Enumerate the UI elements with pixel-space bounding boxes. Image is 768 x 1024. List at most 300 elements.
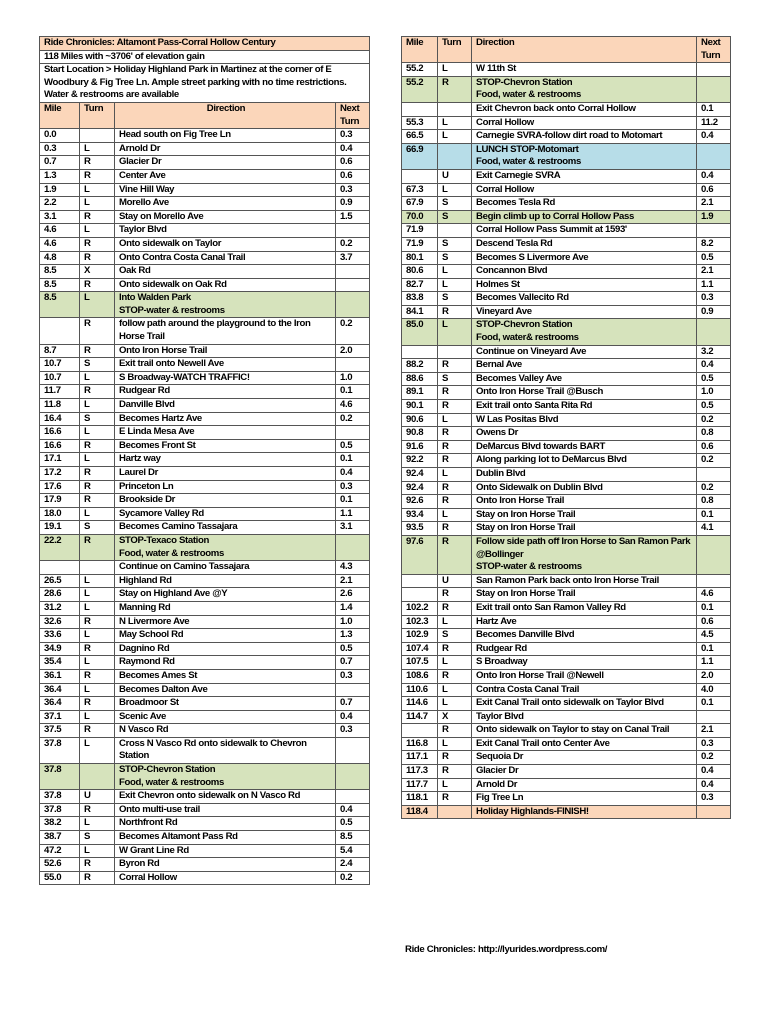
turn-cell: R (80, 724, 115, 738)
turn-cell: R (80, 615, 115, 629)
direction-cell: Continue on Camino Tassajara (115, 561, 336, 575)
direction-cell: Head south on Fig Tree Ln (115, 129, 336, 143)
next-turn-cell (335, 358, 369, 372)
mile-cell: 108.6 (402, 669, 438, 683)
cue-row (402, 427, 731, 441)
next-turn-cell: 2.1 (697, 265, 731, 279)
cue-row (40, 426, 370, 440)
cue-table-left (39, 36, 370, 885)
next-turn-cell: 0.2 (335, 412, 369, 426)
direction-cell: Onto Iron Horse Trail @Newell (472, 669, 697, 683)
turn-cell: R (438, 427, 472, 441)
cue-row (402, 210, 731, 224)
mile-cell: 36.1 (40, 669, 80, 683)
next-turn-cell: 0.1 (697, 508, 731, 522)
direction-cell: Becomes Hartz Ave (115, 412, 336, 426)
direction-cell: Glacier Dr (472, 765, 697, 779)
cue-row (40, 278, 370, 292)
direction-cell: Brookside Dr (115, 494, 336, 508)
next-turn-cell: 0.5 (335, 439, 369, 453)
mile-cell: 17.1 (40, 453, 80, 467)
turn-cell: R (80, 480, 115, 494)
direction-cell: Princeton Ln (115, 480, 336, 494)
next-turn-cell (335, 790, 369, 804)
next-turn-cell: 0.8 (697, 495, 731, 509)
turn-cell: S (438, 251, 472, 265)
cue-row (402, 292, 731, 306)
direction-cell: Corral Hollow Pass Summit at 1593' (472, 224, 697, 238)
cue-row (402, 629, 731, 643)
cue-row (402, 454, 731, 468)
turn-cell: S (438, 197, 472, 211)
turn-cell: L (438, 615, 472, 629)
mile-cell: 47.2 (40, 844, 80, 858)
next-turn-cell: 1.5 (335, 210, 369, 224)
direction-cell: Stay on Iron Horse Trail (472, 508, 697, 522)
cue-row (402, 765, 731, 779)
turn-cell: L (438, 130, 472, 144)
direction-cell: Corral Hollow (472, 183, 697, 197)
direction-cell: Center Ave (115, 169, 336, 183)
next-turn-cell: 0.3 (697, 792, 731, 806)
turn-cell: L (80, 292, 115, 318)
direction-cell: Becomes Vallecito Rd (472, 292, 697, 306)
mile-cell: 36.4 (40, 697, 80, 711)
direction-cell: Becomes Front St (115, 439, 336, 453)
next-turn-cell (335, 292, 369, 318)
direction-cell: Exit trail onto Santa Rita Rd (472, 400, 697, 414)
next-turn-cell (697, 805, 731, 819)
direction-cell: Exit Canal Trail onto Center Ave (472, 737, 697, 751)
next-turn-cell: 0.6 (335, 156, 369, 170)
mile-cell: 8.5 (40, 265, 80, 279)
mile-cell (402, 102, 438, 116)
header-next-turn: Next Turn (335, 102, 369, 128)
next-turn-cell: 1.1 (697, 278, 731, 292)
turn-cell: L (438, 683, 472, 697)
turn-cell: R (438, 386, 472, 400)
next-turn-cell: 0.3 (697, 292, 731, 306)
turn-cell: L (80, 507, 115, 521)
mile-cell (402, 345, 438, 359)
next-turn-cell: 0.4 (697, 778, 731, 792)
mile-cell: 80.6 (402, 265, 438, 279)
next-turn-cell: 4.6 (335, 399, 369, 413)
next-turn-cell: 0.5 (697, 251, 731, 265)
next-turn-cell (697, 574, 731, 588)
turn-cell: L (80, 683, 115, 697)
turn-cell (438, 143, 472, 169)
direction-cell: Holiday Highlands-FINISH! (472, 805, 697, 819)
turn-cell: L (80, 371, 115, 385)
cue-row (402, 588, 731, 602)
turn-cell: L (438, 265, 472, 279)
next-turn-cell: 0.5 (697, 400, 731, 414)
turn-cell: L (80, 197, 115, 211)
mile-cell: 16.6 (40, 426, 80, 440)
cue-row (40, 142, 370, 156)
cue-row (40, 292, 370, 318)
next-turn-cell: 4.0 (697, 683, 731, 697)
cue-row (402, 116, 731, 130)
turn-cell: L (80, 656, 115, 670)
mile-cell: 117.7 (402, 778, 438, 792)
direction-cell: Exit trail onto San Ramon Valley Rd (472, 601, 697, 615)
turn-cell: R (438, 481, 472, 495)
cue-row (40, 697, 370, 711)
cue-row (40, 210, 370, 224)
next-turn-cell: 0.4 (697, 765, 731, 779)
mile-cell: 89.1 (402, 386, 438, 400)
cue-row (402, 102, 731, 116)
next-turn-cell (697, 535, 731, 574)
cue-row (402, 440, 731, 454)
next-turn-cell: 0.6 (697, 183, 731, 197)
direction-cell: Taylor Blvd (472, 710, 697, 724)
direction-cell: Highland Rd (115, 574, 336, 588)
turn-cell: R (438, 751, 472, 765)
turn-cell (438, 345, 472, 359)
mile-cell: 37.8 (40, 790, 80, 804)
mile-cell: 90.6 (402, 413, 438, 427)
cue-row (402, 601, 731, 615)
next-turn-cell (335, 265, 369, 279)
cue-row (402, 63, 731, 77)
mile-cell: 0.0 (40, 129, 80, 143)
next-turn-cell: 4.6 (697, 588, 731, 602)
next-turn-cell: 2.1 (335, 574, 369, 588)
direction-cell: Owens Dr (472, 427, 697, 441)
next-turn-cell: 2.0 (697, 669, 731, 683)
cue-row (40, 358, 370, 372)
direction-cell: Follow side path off Iron Horse to San Ramon Park @Bollinger STOP-water & restrooms (472, 535, 697, 574)
mile-cell: 107.5 (402, 656, 438, 670)
cue-row (40, 574, 370, 588)
cue-row (40, 790, 370, 804)
next-turn-cell: 2.1 (697, 724, 731, 738)
next-turn-cell: 1.3 (335, 629, 369, 643)
header-next-turn: Next Turn (697, 37, 731, 63)
mile-cell: 114.6 (402, 697, 438, 711)
direction-cell: Arnold Dr (115, 142, 336, 156)
direction-cell: Danville Blvd (115, 399, 336, 413)
turn-cell: R (80, 494, 115, 508)
next-turn-cell: 5.4 (335, 844, 369, 858)
direction-cell: Concannon Blvd (472, 265, 697, 279)
direction-cell: Onto sidewalk on Oak Rd (115, 278, 336, 292)
turn-cell: R (80, 210, 115, 224)
header-mile: Mile (402, 37, 438, 63)
next-turn-cell: 8.2 (697, 237, 731, 251)
turn-cell: L (80, 710, 115, 724)
cue-row (402, 508, 731, 522)
next-turn-cell: 0.6 (335, 169, 369, 183)
direction-cell: Stay on Iron Horse Trail (472, 522, 697, 536)
cue-row (402, 751, 731, 765)
mile-cell: 117.3 (402, 765, 438, 779)
ride-title: Ride Chronicles: Altamont Pass-Corral Hollow Century (40, 37, 370, 51)
direction-cell: Glacier Dr (115, 156, 336, 170)
cue-row (40, 534, 370, 560)
mile-cell: 102.2 (402, 601, 438, 615)
cue-row (402, 130, 731, 144)
cue-row (402, 778, 731, 792)
cue-row (402, 143, 731, 169)
cue-row (40, 439, 370, 453)
mile-cell: 82.7 (402, 278, 438, 292)
turn-cell: R (80, 697, 115, 711)
turn-cell: R (80, 318, 115, 344)
next-turn-cell: 1.0 (335, 615, 369, 629)
next-turn-cell (697, 63, 731, 77)
next-turn-cell: 0.2 (335, 318, 369, 344)
direction-cell: Continue on Vineyard Ave (472, 345, 697, 359)
direction-cell: S Broadway (472, 656, 697, 670)
direction-cell: W Las Positas Blvd (472, 413, 697, 427)
cue-row (40, 318, 370, 344)
next-turn-cell: 0.7 (335, 656, 369, 670)
turn-cell: L (438, 116, 472, 130)
cue-row (402, 386, 731, 400)
mile-cell: 118.4 (402, 805, 438, 819)
mile-cell: 92.6 (402, 495, 438, 509)
turn-cell: S (438, 629, 472, 643)
mile-cell: 0.3 (40, 142, 80, 156)
direction-cell: Morello Ave (115, 197, 336, 211)
next-turn-cell: 8.5 (335, 831, 369, 845)
next-turn-cell (335, 534, 369, 560)
next-turn-cell: 0.2 (335, 871, 369, 885)
direction-cell: Becomes Danville Blvd (472, 629, 697, 643)
cue-row (402, 345, 731, 359)
cue-row (402, 724, 731, 738)
direction-cell: Holmes St (472, 278, 697, 292)
cue-row (40, 412, 370, 426)
mile-cell: 55.3 (402, 116, 438, 130)
cue-row (402, 224, 731, 238)
turn-cell: L (80, 574, 115, 588)
turn-cell: R (438, 642, 472, 656)
cue-row (402, 737, 731, 751)
mile-cell: 33.6 (40, 629, 80, 643)
mile-cell: 3.1 (40, 210, 80, 224)
cue-row (40, 669, 370, 683)
turn-cell: R (438, 454, 472, 468)
direction-cell: Byron Rd (115, 858, 336, 872)
turn-cell: L (80, 453, 115, 467)
direction-cell: May School Rd (115, 629, 336, 643)
turn-cell: L (80, 183, 115, 197)
next-turn-cell: 0.5 (697, 372, 731, 386)
direction-cell: S Broadway-WATCH TRAFFIC! (115, 371, 336, 385)
turn-cell: L (438, 697, 472, 711)
next-turn-cell: 1.1 (335, 507, 369, 521)
next-turn-cell (335, 278, 369, 292)
cue-row (40, 629, 370, 643)
direction-cell: Dagnino Rd (115, 642, 336, 656)
next-turn-cell: 0.2 (697, 413, 731, 427)
mile-cell: 26.5 (40, 574, 80, 588)
next-turn-cell: 1.0 (335, 371, 369, 385)
mile-cell: 10.7 (40, 358, 80, 372)
cue-row (40, 344, 370, 358)
cue-row (40, 265, 370, 279)
mile-cell: 31.2 (40, 601, 80, 615)
direction-cell: Onto Iron Horse Trail (472, 495, 697, 509)
next-turn-cell: 0.4 (335, 467, 369, 481)
direction-cell: Fig Tree Ln (472, 792, 697, 806)
turn-cell: R (80, 385, 115, 399)
next-turn-cell: 2.6 (335, 588, 369, 602)
next-turn-cell (697, 319, 731, 345)
header-mile: Mile (40, 102, 80, 128)
direction-cell: Onto Iron Horse Trail (115, 344, 336, 358)
next-turn-cell: 1.9 (697, 210, 731, 224)
turn-cell (438, 224, 472, 238)
direction-cell: DeMarcus Blvd towards BART (472, 440, 697, 454)
turn-cell: L (80, 629, 115, 643)
turn-cell: R (80, 344, 115, 358)
cue-row (40, 683, 370, 697)
ride-summary: 118 Miles with ~3706' of elevation gain (40, 50, 370, 64)
mile-cell: 85.0 (402, 319, 438, 345)
next-turn-cell (335, 764, 369, 790)
next-turn-cell: 0.4 (335, 803, 369, 817)
turn-cell: R (80, 534, 115, 560)
direction-cell: Sequoia Dr (472, 751, 697, 765)
cue-row (402, 359, 731, 373)
next-turn-cell: 0.2 (697, 751, 731, 765)
cue-row (402, 237, 731, 251)
cue-row (402, 197, 731, 211)
direction-cell: Becomes Dalton Ave (115, 683, 336, 697)
direction-cell: Exit Chevron back onto Corral Hollow (472, 102, 697, 116)
next-turn-cell: 0.1 (335, 385, 369, 399)
direction-cell: Sycamore Valley Rd (115, 507, 336, 521)
cue-row (402, 305, 731, 319)
direction-cell: Onto Contra Costa Canal Trail (115, 251, 336, 265)
turn-cell: R (438, 601, 472, 615)
next-turn-cell: 0.1 (697, 102, 731, 116)
next-turn-cell: 11.2 (697, 116, 731, 130)
direction-cell: Bernal Ave (472, 359, 697, 373)
next-turn-cell: 0.3 (335, 724, 369, 738)
direction-cell: Taylor Blvd (115, 224, 336, 238)
turn-cell: L (80, 426, 115, 440)
mile-cell: 117.1 (402, 751, 438, 765)
mile-cell: 93.4 (402, 508, 438, 522)
turn-cell: R (80, 642, 115, 656)
start-location: Start Location > Holiday Highland Park in Martinez at the corner of E Woodbury & Fig Tree Ln. Ample street parking with no time restrictions. Water & restrooms are available (40, 64, 370, 103)
cue-row (40, 494, 370, 508)
next-turn-cell: 4.1 (697, 522, 731, 536)
turn-cell: L (438, 319, 472, 345)
turn-cell (80, 129, 115, 143)
cue-row (40, 453, 370, 467)
mile-cell: 18.0 (40, 507, 80, 521)
mile-cell: 102.9 (402, 629, 438, 643)
direction-cell: Becomes Camino Tassajara (115, 521, 336, 535)
next-turn-cell: 0.4 (697, 130, 731, 144)
mile-cell: 67.3 (402, 183, 438, 197)
cue-row (402, 805, 731, 819)
mile-cell: 71.9 (402, 224, 438, 238)
cue-row (40, 399, 370, 413)
cue-row (40, 237, 370, 251)
direction-cell: Carnegie SVRA-follow dirt road to Motomart (472, 130, 697, 144)
next-turn-cell: 0.3 (335, 669, 369, 683)
next-turn-cell: 0.1 (697, 697, 731, 711)
direction-cell: Laurel Dr (115, 467, 336, 481)
mile-cell (402, 724, 438, 738)
direction-cell: Hartz way (115, 453, 336, 467)
direction-cell: Begin climb up to Corral Hollow Pass (472, 210, 697, 224)
cue-row (40, 844, 370, 858)
next-turn-cell: 0.7 (335, 697, 369, 711)
mile-cell: 116.8 (402, 737, 438, 751)
mile-cell: 4.8 (40, 251, 80, 265)
mile-cell: 90.1 (402, 400, 438, 414)
mile-cell: 17.2 (40, 467, 80, 481)
direction-cell: Becomes Tesla Rd (472, 197, 697, 211)
next-turn-cell (697, 143, 731, 169)
turn-cell (438, 805, 472, 819)
cue-row (40, 724, 370, 738)
mile-cell: 2.2 (40, 197, 80, 211)
turn-cell: S (438, 210, 472, 224)
turn-cell: R (438, 669, 472, 683)
direction-cell: Stay on Iron Horse Trail (472, 588, 697, 602)
cue-table-right (401, 36, 731, 819)
turn-cell: L (80, 737, 115, 763)
mile-cell: 1.9 (40, 183, 80, 197)
cue-row (40, 588, 370, 602)
header-direction: Direction (472, 37, 697, 63)
turn-cell: S (80, 412, 115, 426)
mile-cell: 36.4 (40, 683, 80, 697)
next-turn-cell: 2.4 (335, 858, 369, 872)
cue-row (402, 183, 731, 197)
cue-row (40, 197, 370, 211)
next-turn-cell: 0.2 (697, 481, 731, 495)
next-turn-cell: 0.3 (335, 183, 369, 197)
mile-cell: 92.4 (402, 481, 438, 495)
direction-cell: Exit trail onto Newell Ave (115, 358, 336, 372)
cue-row (402, 251, 731, 265)
cue-row (402, 669, 731, 683)
mile-cell: 32.6 (40, 615, 80, 629)
direction-cell: Northfront Rd (115, 817, 336, 831)
cue-row (40, 251, 370, 265)
turn-cell: S (80, 831, 115, 845)
turn-cell: R (438, 305, 472, 319)
turn-cell: R (438, 359, 472, 373)
direction-cell: Becomes Valley Ave (472, 372, 697, 386)
turn-cell: L (80, 142, 115, 156)
turn-cell: X (80, 265, 115, 279)
mile-cell: 37.8 (40, 803, 80, 817)
direction-cell: STOP-Chevron Station Food, water& restrooms (472, 319, 697, 345)
mile-cell: 17.6 (40, 480, 80, 494)
next-turn-cell: 3.7 (335, 251, 369, 265)
direction-cell: Exit Carnegie SVRA (472, 169, 697, 183)
mile-cell: 34.9 (40, 642, 80, 656)
next-turn-cell: 1.1 (697, 656, 731, 670)
cue-row (402, 468, 731, 482)
turn-cell: R (438, 765, 472, 779)
turn-cell: L (438, 737, 472, 751)
next-turn-cell (335, 426, 369, 440)
